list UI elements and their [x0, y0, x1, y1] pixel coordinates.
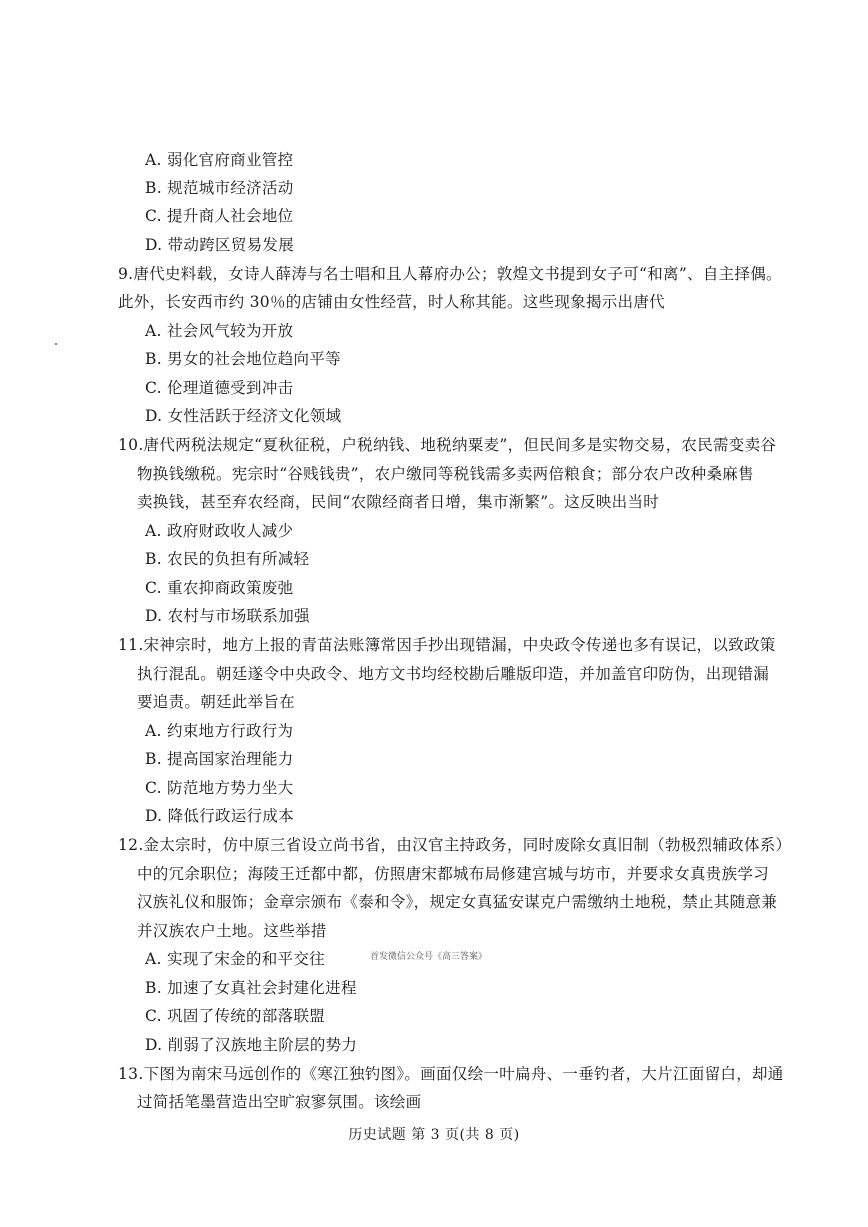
q11-option-c: C. 防范地方势力坐大: [145, 779, 294, 797]
page-footer: 历史试题 第 3 页(共 8 页): [348, 1127, 520, 1143]
q11-stem-line-2: 执行混乱。朝廷遂令中央政令、地方文书均经校勘后雕版印造，并加盖官印防伪，出现错漏: [137, 665, 770, 683]
watermark-text: 首发微信公众号《高三答案》: [370, 952, 488, 962]
q10-stem-line-1: 10.唐代两税法规定“夏秋征税，户税纳钱、地税纳粟麦”，但民间多是实物交易，农民需变卖谷: [118, 436, 777, 454]
q10-option-c: C. 重农抑商政策废弛: [145, 579, 294, 597]
q13-stem-line-1: 13.下图为南宋马远创作的《寒江独钓图》。画面仅绘一叶扁舟、一垂钓者，大片江面留白，却通: [118, 1065, 784, 1083]
q9-option-d: D. 女性活跃于经济文化领域: [145, 407, 342, 425]
q10-stem-line-2: 物换钱缴税。宪宗时“谷贱钱贵”，农户缴同等税钱需多卖两倍粮食；部分农户改种桑麻售: [137, 465, 754, 483]
q11-option-d: D. 降低行政运行成本: [145, 807, 295, 825]
q12-option-d: D. 削弱了汉族地主阶层的势力: [145, 1036, 358, 1054]
q12-stem-line-1: 12.金太宗时，仿中原三省设立尚书省，由汉官主持政务，同时废除女真旧制（勃极烈辅政体系）: [118, 836, 792, 854]
q11-stem-line-3: 要追责。朝廷此举旨在: [137, 693, 296, 711]
q12-option-b: B. 加速了女真社会封建化进程: [145, 979, 357, 997]
q12-stem-line-2: 中的冗余职位；海陵王迁都中都，仿照唐宋都城布局修建宫城与坊市，并要求女真贵族学习: [137, 865, 770, 883]
q8-option-c: C. 提升商人社会地位: [145, 207, 294, 225]
q9-stem-line-1: 9.唐代史料载，女诗人薛涛与名士唱和且人幕府办公；敦煌文书提到女子可“和离”、自主择偶。: [118, 265, 782, 283]
q9-stem-line-2: 此外，长安西市约 30％的店铺由女性经营，时人称其能。这些现象揭示出唐代: [118, 293, 665, 311]
q11-option-a: A. 约束地方行政行为: [145, 722, 294, 740]
q9-option-a: A. 社会风气较为开放: [145, 322, 294, 340]
q11-option-b: B. 提高国家治理能力: [145, 750, 294, 768]
q8-option-a: A. 弱化官府商业管控: [145, 151, 294, 169]
q11-stem-line-1: 11.宋神宗时，地方上报的青苗法账簿常因手抄出现错漏，中央政令传递也多有误记，以致政策: [118, 636, 776, 654]
q10-option-a: A. 政府财政收人减少: [145, 522, 294, 540]
q10-option-d: D. 农村与市场联系加强: [145, 607, 310, 625]
q12-stem-line-4: 并汉族农户土地。这些举措: [137, 922, 327, 940]
q12-stem-line-3: 汉族礼仪和服饰；金章宗颁布《泰和令》，规定女真猛安谋克户需缴纳土地税，禁止其随意兼: [137, 893, 778, 911]
q12-option-c: C. 巩固了传统的部落联盟: [145, 1007, 326, 1025]
q9-option-b: B. 男女的社会地位趋向平等: [145, 350, 341, 368]
q13-stem-line-2: 过简括笔墨营造出空旷寂寥氛围。该绘画: [137, 1093, 422, 1111]
q9-option-c: C. 伦理道德受到冲击: [145, 379, 294, 397]
q10-option-b: B. 农民的负担有所减轻: [145, 550, 310, 568]
scan-speck: [55, 343, 57, 345]
q8-option-b: B. 规范城市经济活动: [145, 179, 294, 197]
q8-option-d: D. 带动跨区贸易发展: [145, 236, 295, 254]
q10-stem-line-3: 卖换钱，甚至弃农经商，民间“农隙经商者日增，集市渐繁”。这反映出当时: [137, 493, 660, 511]
q12-option-a: A. 实现了宋金的和平交往: [145, 950, 325, 968]
